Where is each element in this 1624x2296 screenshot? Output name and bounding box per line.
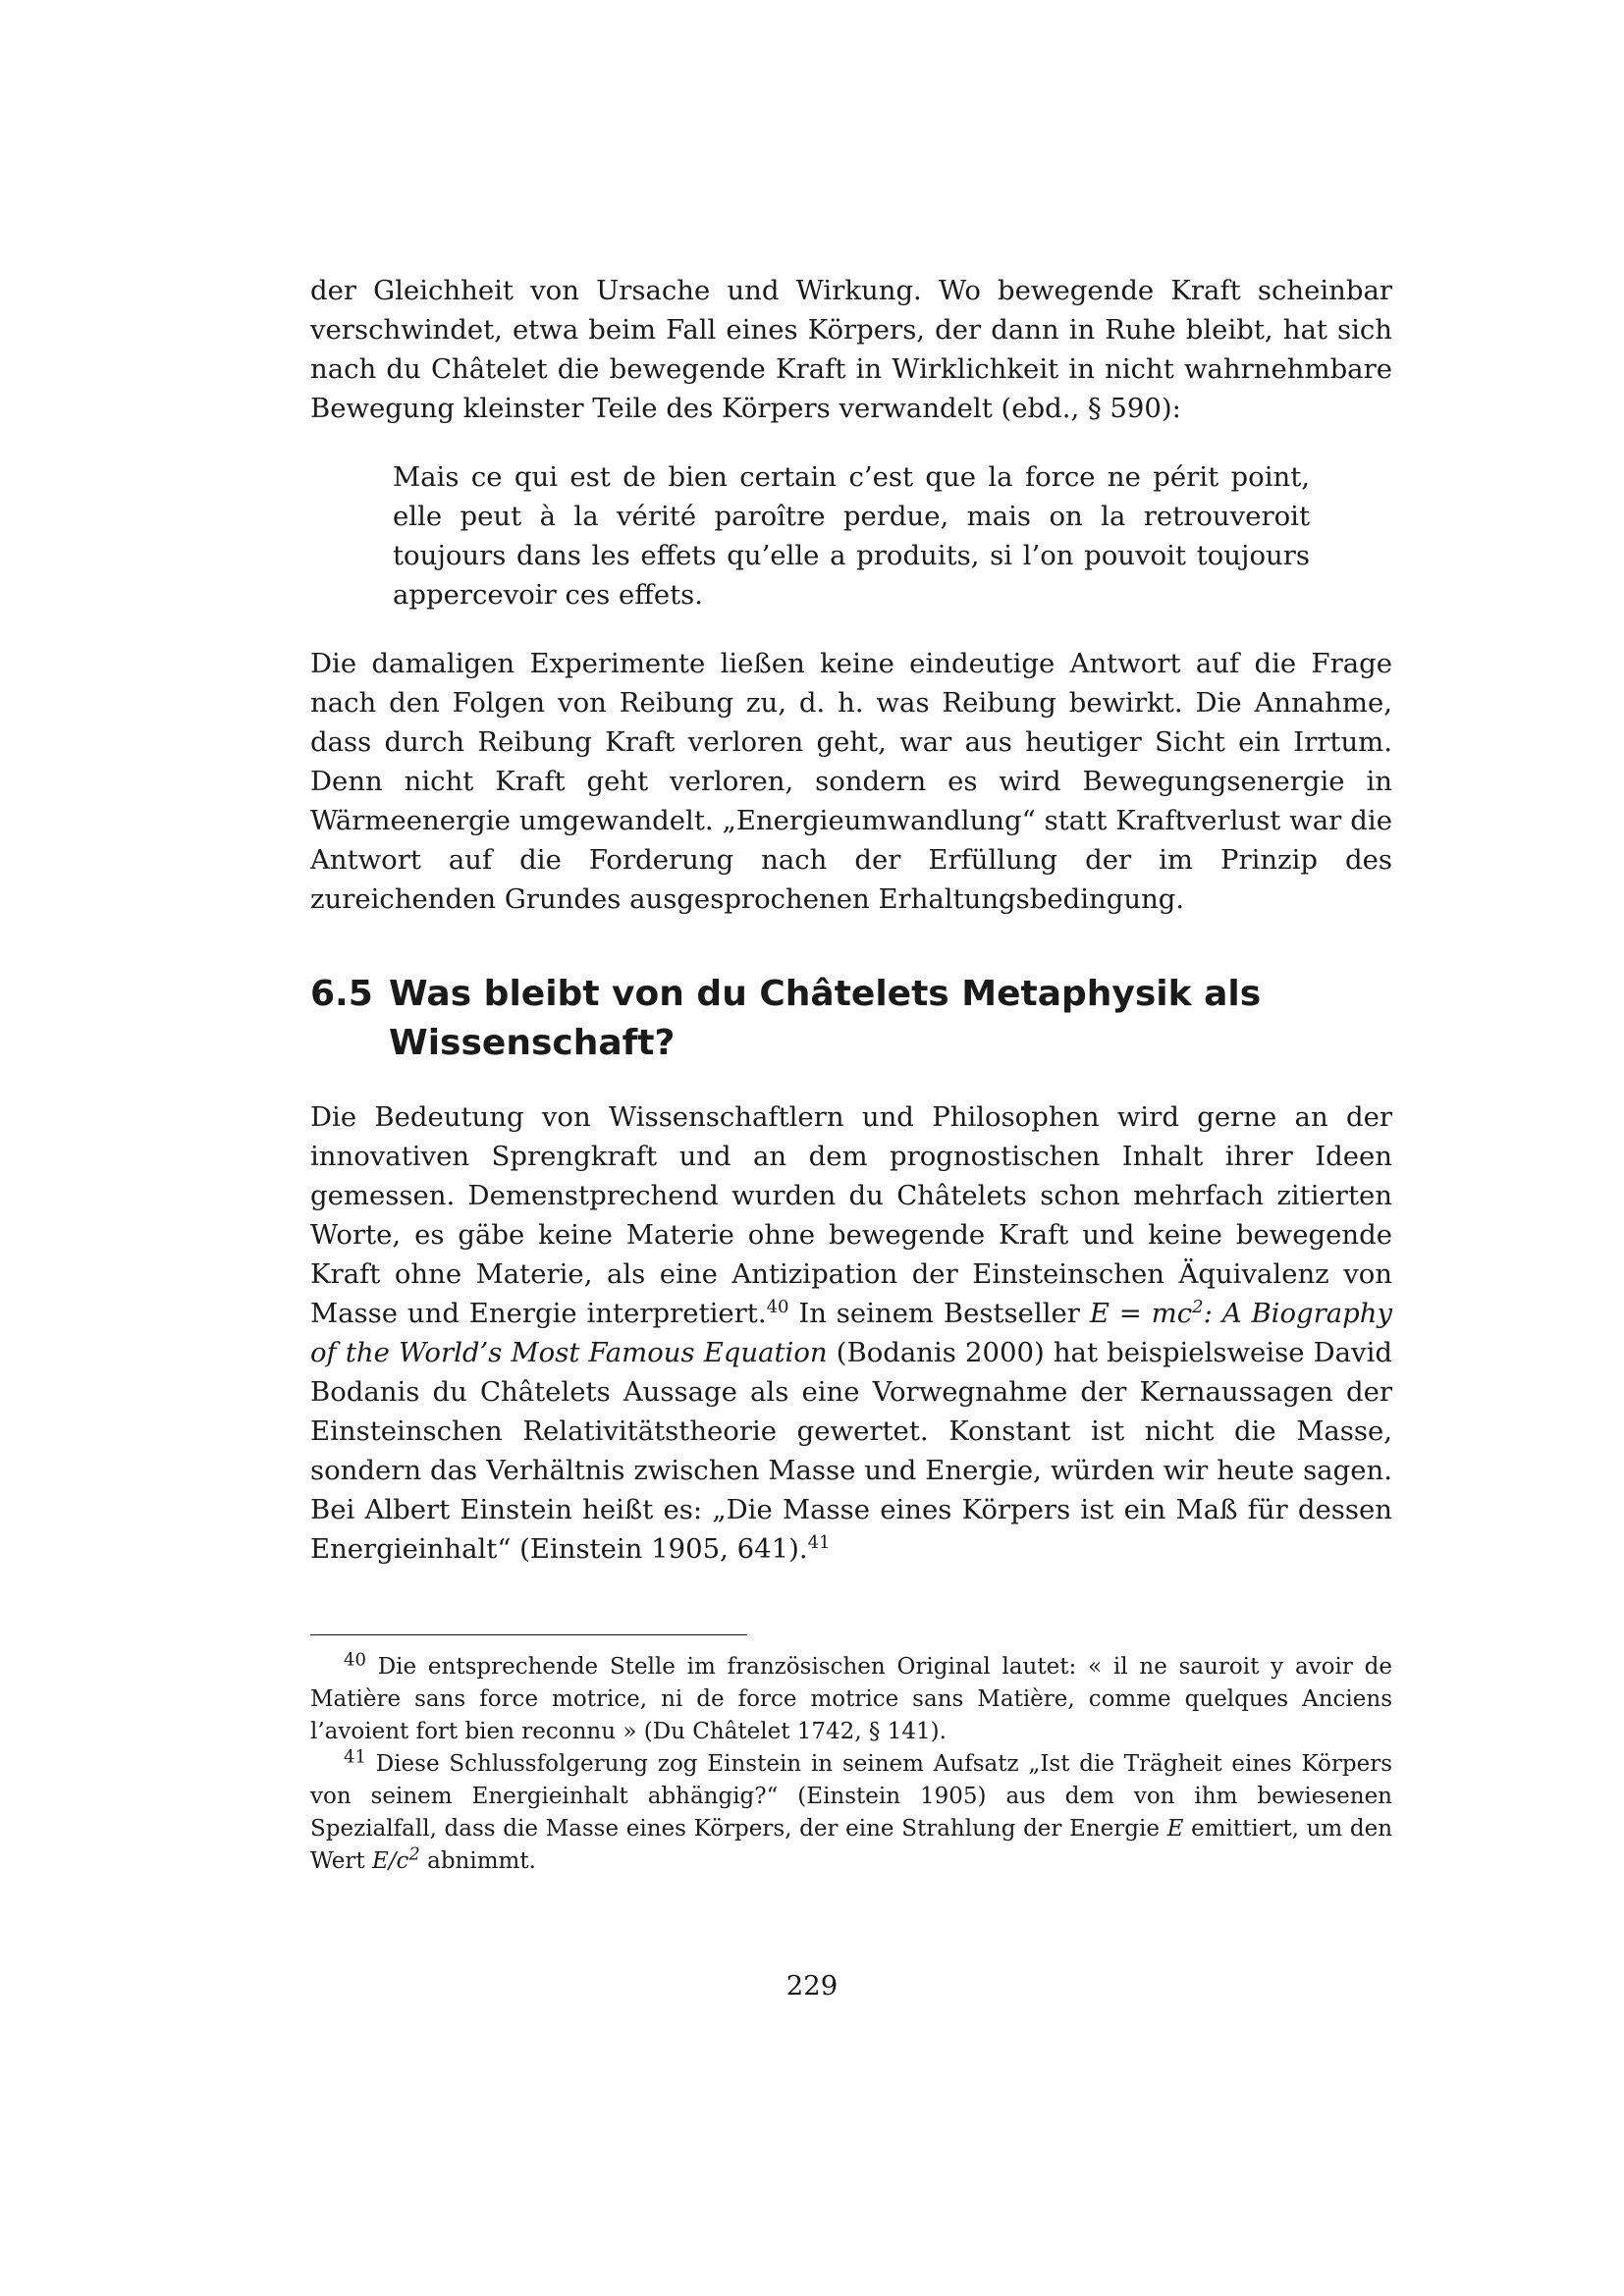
footnote-40 — [310, 1651, 1392, 1748]
paragraph-1: der Gleichheit von Ursache und Wirkung. Wo bewegende Kraft scheinbar verschwindet, etwa beim Fall eines Körpers, der dann in Ruhe bleibt, hat sich nach du Châtelet die bewegende Kraft in Wirklichkeit in nicht wahrnehmbare Bewegung kleinster Teile des Körpers verwandelt (ebd., § 590): — [310, 275, 1392, 424]
block-quote: Mais ce qui est de bien certain c’est que la force ne périt point, elle peut à la vérité paroître perdue, mais on la retrouveroit toujours dans les effets qu’elle a produits, si l’on pouvoit toujours appercevoir ces effets. — [393, 461, 1310, 611]
footnote-41-text-3: abnimmt. — [419, 1848, 536, 1874]
paragraph-3-part-1: Die Bedeutung von Wissenschaftlern und Philosophen wird gerne an der innovativen Sprengkraft und an dem prognostischen Inhalt ihrer Ideen gemessen. Demenstprechend wurden du Châtelets schon mehrfach zitierten Worte, es gäbe keine Materie ohne bewegende Kraft und keine bewegende Kraft ohne Materie, als eine Antizipation der Einsteinschen Äquivalenz von Masse und Energie interpretiert. — [310, 1101, 1392, 1329]
main-text — [310, 271, 1392, 1569]
footnote-ref-41[interactable]: 41 — [807, 1531, 831, 1553]
paragraph-3 — [310, 1097, 1392, 1569]
footnote-41-text-1: Diese Schlussfolgerung zog Einstein in seinem Aufsatz „Ist die Trägheit eines Körpers von seinem Energieinhalt abhängig?“ (Einstein 1905) aus dem von ihm bewiesenen Spezialfall, dass die Masse eines Körpers, der eine Strahlung der Energie — [310, 1751, 1392, 1842]
footnote-41-formula: $E/c^2$ — [371, 1843, 420, 1874]
footnotes — [310, 1634, 1392, 1878]
footnote-rule — [310, 1634, 747, 1635]
section-title: Was bleibt von du Châtelets Metaphysik als Wissenschaft? — [389, 974, 1262, 1063]
footnote-40-number: 40 — [344, 1649, 366, 1671]
book-title: : A Biography of the World’s Most Famous Equation — [310, 1298, 1393, 1368]
paragraph-3-part-2: In seinem Bestseller — [788, 1298, 1090, 1329]
footnote-41-variable: E — [1166, 1816, 1184, 1842]
paragraph-2: Die damaligen Experimente ließen keine eindeutige Antwort auf die Frage nach den Folgen von Reibung zu, d. h. was Reibung bewirkt. Die Annahme, dass durch Reibung Kraft verloren geht, war aus heutiger Sicht ein Irrtum. Denn nicht Kraft geht verloren, sondern es wird Bewegungsenergie in Wärmeenergie umgewandelt. „Energieumwandlung“ statt Kraftverlust war die Antwort auf die Forderung nach der Erfüllung der im Prinzip des zureichenden Grundes ausgesprochenen Erhaltungsbedingung. — [310, 648, 1392, 915]
section-heading — [310, 970, 1392, 1068]
footnote-ref-40[interactable]: 40 — [766, 1296, 789, 1317]
section-number: 6.5 — [310, 974, 373, 1014]
formula-emc2: $E = mc^2$ — [1089, 1296, 1204, 1329]
paragraph-3-part-3: (Bodanis 2000) hat beispielsweise David Bodanis du Châtelets Aussage als eine Vorwegnahme der Kernaussagen der Einsteinschen Relativitätstheorie gewertet. Konstant ist nicht die Masse, sondern das Verhältnis zwischen Masse und Energie, würden wir heute sagen. Bei Albert Einstein heißt es: „Die Masse eines Körpers ist ein Maß für dessen Energieinhalt“ (Einstein 1905, 641). — [310, 1337, 1392, 1565]
page-number: 229 — [785, 1970, 839, 2002]
footnote-40-text: Die entsprechende Stelle im französischen Original lautet: « il ne sauroit y avoir de Matière sans force motrice, ni de force motrice sans Matière, comme quelques Anciens l’avoient fort bien reconnu » (Du Châtelet 1742, § 141). — [310, 1654, 1392, 1744]
footnote-41 — [310, 1748, 1392, 1878]
footnote-41-number: 41 — [344, 1746, 366, 1768]
footnote-41-text-2: emittiert, um den Wert — [310, 1816, 1393, 1874]
